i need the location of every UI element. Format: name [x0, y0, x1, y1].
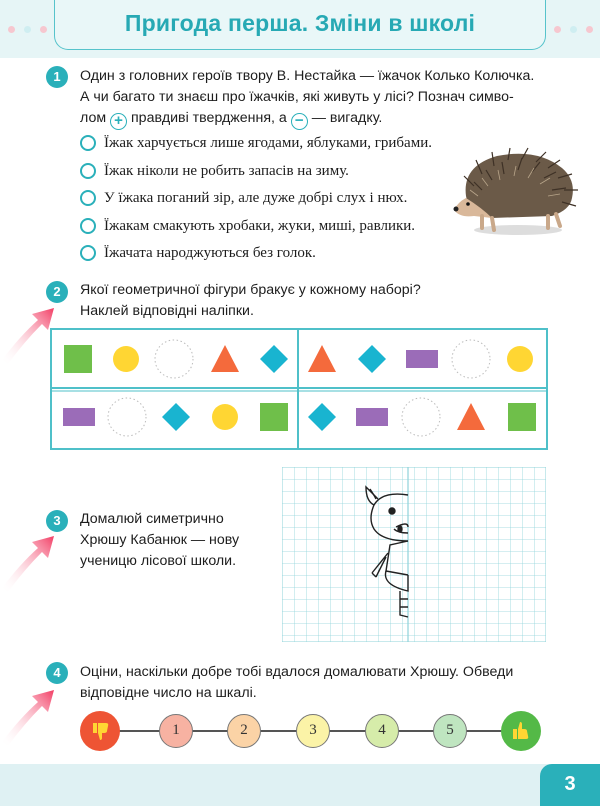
thumbs-down-icon: [80, 711, 120, 751]
task-number-4: 4: [46, 662, 68, 684]
green-square: [508, 403, 536, 431]
statement-5: Їжачата народжуються без голок.: [104, 245, 316, 261]
task2-instruction-line1: Якої геометричної фігури бракує у кожному наборі?: [80, 282, 421, 298]
statement-5-checkbox[interactable]: [80, 245, 96, 261]
yellow-circle: [507, 346, 533, 372]
arrow-4-icon: [0, 682, 60, 748]
shapes-table: [50, 328, 548, 450]
task4-instruction-line2: відповідне число на шкалі.: [80, 685, 257, 701]
footer-band: [0, 764, 600, 806]
task3-instruction-line1: Домалюй симетрично: [80, 511, 224, 527]
yellow-circle: [113, 346, 139, 372]
statement-1-checkbox[interactable]: [80, 135, 96, 151]
green-square: [64, 345, 92, 373]
statement-3: У їжака поганий зір, але дуже добрі слух і нюх.: [104, 190, 408, 206]
statement-2-checkbox[interactable]: [80, 163, 96, 179]
task2-instruction-line2: Наклей відповідні наліпки.: [80, 303, 254, 319]
scale-option-5[interactable]: 5: [433, 714, 467, 748]
thumbs-up-icon: [501, 711, 541, 751]
minus-symbol-icon: −: [291, 113, 308, 130]
task3-instruction-line2: Хрюшу Кабанюк — нову: [80, 532, 240, 548]
task4-instruction-line1: Оціни, наскільки добре тобі вдалося домалювати Хрюшу. Обведи: [80, 664, 514, 680]
purple-rectangle: [356, 408, 388, 426]
plus-symbol-icon: +: [110, 113, 127, 130]
hedgehog-image: [452, 146, 584, 236]
purple-rectangle: [406, 350, 438, 368]
statement-4-checkbox[interactable]: [80, 218, 96, 234]
thumbs-down-button[interactable]: [80, 711, 120, 751]
task1-line3-c: — вигадку.: [311, 110, 383, 126]
green-square: [260, 403, 288, 431]
scale-option-4[interactable]: 4: [365, 714, 399, 748]
drawing-grid[interactable]: [282, 467, 546, 642]
scale-option-3[interactable]: 3: [296, 714, 330, 748]
task3-instruction-line3: ученицю лісової школи.: [80, 553, 237, 569]
task1-line3-b: правдиві твердження, а: [131, 110, 287, 126]
statement-1: Їжак харчується лише ягодами, яблуками, грибами.: [104, 135, 432, 151]
scale-option-2[interactable]: 2: [227, 714, 261, 748]
statement-2: Їжак ніколи не робить запасів на зиму.: [104, 163, 349, 179]
task1-instruction-line1: Один з головних героїв твору В. Нестайка — їжачок Колько Колючка.: [80, 68, 535, 84]
task-number-1: 1: [46, 66, 68, 88]
task-number-2: 2: [46, 281, 68, 303]
yellow-circle: [212, 404, 238, 430]
page-title: Пригода перша. Зміни в школі: [124, 10, 476, 36]
arrow-3-icon: [0, 528, 60, 594]
purple-rectangle: [63, 408, 95, 426]
task-number-3: 3: [46, 510, 68, 532]
task1-instruction-line3: [80, 108, 560, 130]
task1-instruction-line2: А чи багато ти знаєш про їжачків, які живуть у лісі? Познач симво-: [80, 89, 514, 105]
statement-4: Їжакам смакують хробаки, жуки, миші, равлики.: [104, 218, 416, 234]
thumbs-up-button[interactable]: [501, 711, 541, 751]
statement-3-checkbox[interactable]: [80, 190, 96, 206]
page-number: 3: [564, 773, 576, 795]
scale-option-1[interactable]: 1: [159, 714, 193, 748]
task1-line3-a: лом: [80, 110, 107, 126]
